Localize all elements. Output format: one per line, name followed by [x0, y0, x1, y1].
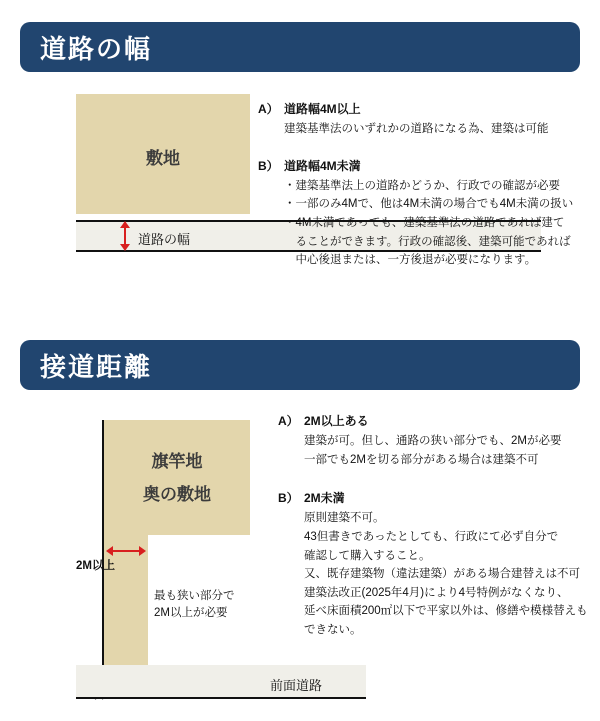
item-b-heading: [258, 157, 578, 174]
item-b-line: ることができます。行政の確認後、建築可能であれば: [284, 235, 571, 248]
item-b-body: [258, 177, 578, 270]
narrowest-part-note-line: 最も狭い部分で: [154, 590, 235, 602]
item-b-heading: [278, 489, 588, 506]
item-a-title: 2M以上ある: [304, 414, 369, 428]
section-title: 道路の幅: [40, 33, 153, 64]
item-b-line: ・一部のみ4Mで、他は4M未満の場合でも4M未満の扱い: [284, 198, 574, 211]
item-a-heading: [258, 100, 578, 117]
item-a-title: 道路幅4M以上: [284, 102, 361, 116]
item-b-title: 道路幅4M未満: [284, 158, 361, 173]
road-band-label: 道路の幅: [138, 232, 191, 247]
road-band: [76, 665, 366, 699]
item-a-line: 建築が可。但し、通路の狭い部分でも、2Mが必要: [304, 435, 562, 447]
road-width-arrow: [124, 227, 126, 245]
narrowest-part-note: [154, 588, 235, 623]
item-b-line: 確認して購入すること。: [304, 549, 431, 562]
narrowest-part-note-line: 2M以上が必要: [154, 607, 228, 620]
item-b-line: 延べ床面積200㎡以下で平家以外は、修繕や模様替えも: [304, 605, 588, 618]
section-header-road-width: [20, 22, 580, 72]
item-a-marker: A）: [258, 102, 279, 116]
land-label-flag-line2: 奥の敷地: [143, 485, 211, 504]
item-b-line: 又、既存建築物（違法建築）がある場合建替えは不可: [304, 568, 580, 581]
item-a-line: 建築基準法のいずれかの道路になる為、建築は可能: [284, 123, 549, 135]
item-a: [258, 100, 578, 139]
item-a-body: [278, 432, 588, 469]
section-title: 接道距離: [40, 351, 153, 382]
road-band-label: 前面道路: [270, 678, 323, 693]
item-b-title: 2M未満: [304, 491, 345, 506]
land-block-site: [76, 94, 250, 214]
item-b-line: できない。: [304, 624, 362, 636]
section-header-access-distance: [20, 340, 580, 390]
item-b: [278, 489, 588, 639]
item-b-body: [278, 509, 588, 639]
item-a: [278, 412, 588, 469]
item-b-line: 原則建築不可。: [304, 512, 385, 525]
item-a-body: [258, 120, 578, 139]
item-b-line: 43但書きであったとしても、行政にて必ず自分で: [304, 530, 559, 543]
land-label-flag-line1: 旗竿地: [151, 452, 203, 471]
item-b-line: 中心後退または、一方後退が必要になります。: [284, 254, 537, 267]
text-column-road-width: [258, 100, 578, 280]
item-a-marker: A）: [278, 414, 299, 428]
item-b-line: ・建築基準法上の道路かどうか、行政での確認が必要: [284, 179, 560, 192]
item-b-marker: B）: [258, 158, 279, 173]
item-b-line: ・4M未満であっても、建築基準法の道路であれば建て: [284, 216, 565, 229]
item-b: [258, 157, 578, 270]
item-b-line: 建築法改正(2025年4月)により4号特例がなくなり、: [304, 586, 569, 599]
item-a-heading: [278, 412, 588, 429]
item-b-marker: B）: [278, 491, 299, 506]
item-a-line: 一部でも2Mを切る部分がある場合は建築不可: [304, 453, 539, 466]
land-block-flag-head: [104, 420, 250, 535]
path-width-arrow: [112, 550, 140, 552]
section-access-distance: [20, 340, 588, 693]
text-column-access-distance: [278, 412, 588, 650]
path-width-label: 2M以上: [76, 560, 115, 572]
land-label-site: 敷地: [146, 149, 180, 168]
section-road-width: [20, 22, 580, 267]
boundary-line-left: [102, 420, 104, 665]
